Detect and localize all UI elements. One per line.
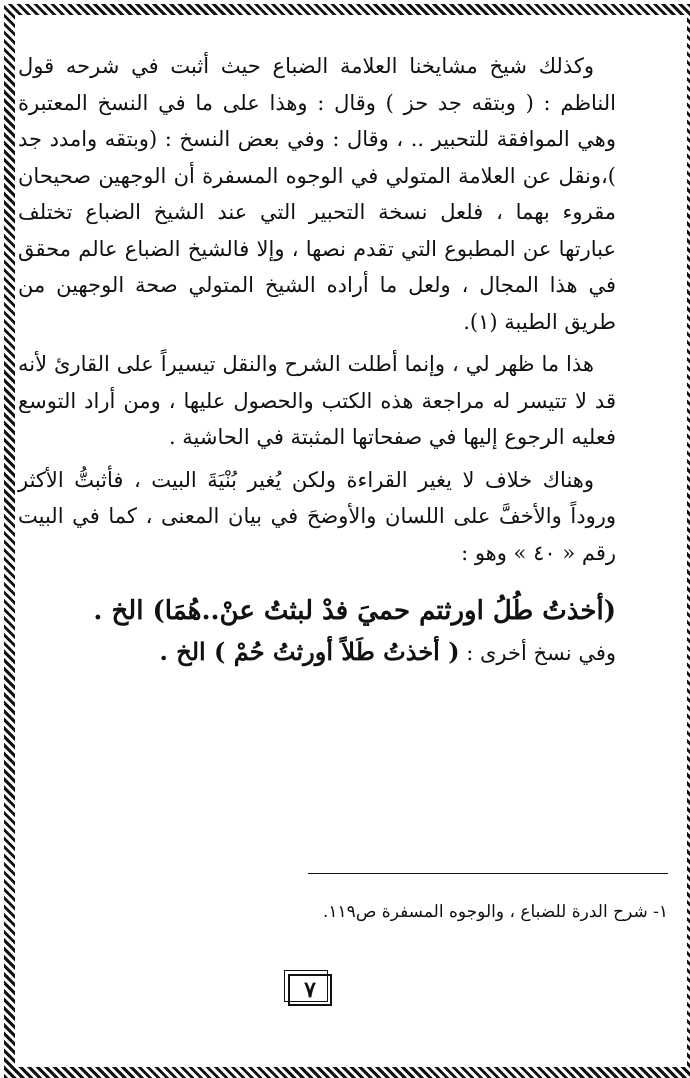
paragraph-2: هذا ما ظهر لي ، وإنما أطلت الشرح والنقل تيسيراً على القارئ لأنه قد لا تتيسر له مراجعة هذه الكتب والحصول عليها ، ومن أراد التوسع فعليه الرجوع إليها في صفحاتها المثبتة في الحاشية . <box>18 352 616 449</box>
variant-line <box>18 633 616 672</box>
variant-prefix: وفي نسخ أخرى : <box>459 641 616 665</box>
main-text <box>18 48 616 672</box>
verse-line: (أخذتُ طُلُ اورثتم حميَ فدْ لبثتُ عنْ..هُمَا) الخ . <box>93 596 616 626</box>
paragraph-3: وهناك خلاف لا يغير القراءة ولكن يُغير بُنْيَةَ البيت ، فأثبتُّ الأكثر وروداً والأخفَّ على اللسان والأوضحَ في بيان المعنى ، كما في البيت رقم « ٤٠ » وهو : <box>18 467 616 565</box>
footnote-divider <box>308 873 668 874</box>
paragraph-1: وكذلك شيخ مشايخنا العلامة الضباع حيث أثبت في شرحه قول الناظم : ( وبتقه جد حز ) وقال : وهذا على ما في النسخ المعتبرة وهي الموافقة للتحبير .. ، وقال : وفي بعض النسخ : (وبتقه وامدد جد )،ونقل عن العلامة المتولي في الوجوه المسفرة أن الوجهين صحيحان مقروء بهما ، فلعل نسخة التحبير التي عند الشيخ الضباع تختلف عبارتها عن المطبوع التي تقدم نصها ، وإلا فالشيخ الضباع عالم محقق في هذا المجال ، ولعل ما أراده الشيخ المتولي صحة الوجهين من طريق الطيبة (١). <box>18 54 616 334</box>
page-number: ٧ <box>288 974 332 1006</box>
variant-verse: ( أخذتُ طَلاً أورثتُ حُمْ ) الخ . <box>159 637 460 666</box>
footnote: ١- شرح الدرة للضباع ، والوجوه المسفرة ص١١٩. <box>323 902 668 922</box>
